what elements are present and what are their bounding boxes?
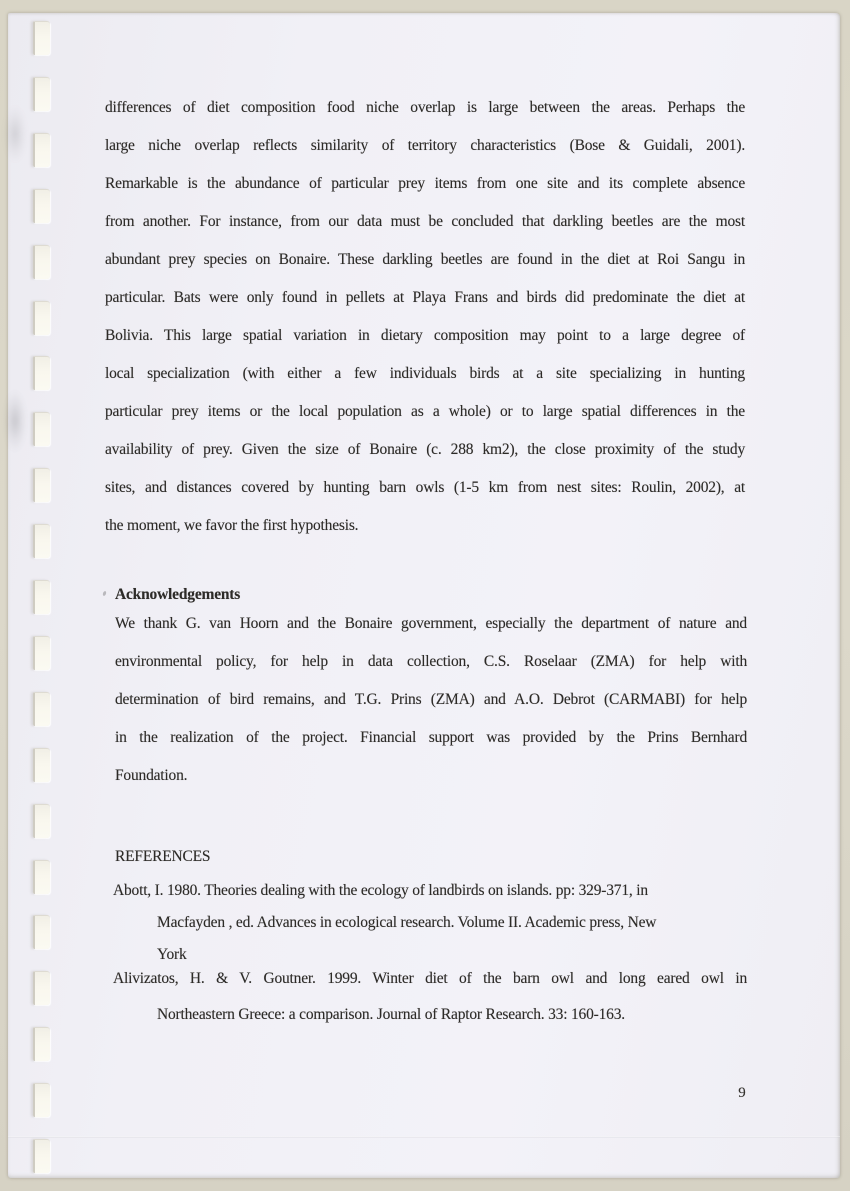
body-text-line: Bolivia. This large spatial variation in dietary composition may point to a large degree of	[105, 327, 745, 344]
binding-hole	[33, 692, 50, 726]
binding-hole	[33, 915, 50, 949]
binding-hole	[33, 748, 50, 782]
document-page	[8, 13, 840, 1178]
body-text-line: abundant prey species on Bonaire. These darkling beetles are found in the diet at Roi Sangu in	[105, 251, 745, 268]
binding-hole	[33, 133, 50, 167]
reference-line: Abott, I. 1980. Theories dealing with the ecology of landbirds on islands. pp: 329-371, in	[113, 882, 648, 899]
body-text-line: Foundation.	[115, 767, 188, 784]
page-number: 9	[738, 1085, 746, 1101]
reference-entry	[113, 875, 747, 971]
binding-hole	[33, 21, 50, 55]
binding-hole	[33, 412, 50, 446]
binding-hole	[33, 245, 50, 279]
references-heading: REFERENCES	[115, 848, 211, 865]
binding-hole	[33, 189, 50, 223]
binding-hole	[33, 860, 50, 894]
binding-hole	[33, 804, 50, 838]
reference-line: York	[157, 946, 187, 963]
binding-hole	[33, 301, 50, 335]
scan-smudge	[3, 389, 27, 453]
binding-hole	[33, 1083, 50, 1117]
body-text-line: the moment, we favor the first hypothesis.	[105, 517, 359, 534]
body-text-line: particular prey items or the local population as a whole) or to large spatial differences in the	[105, 403, 745, 420]
body-text-line: Remarkable is the abundance of particular prey items from one site and its complete absence	[105, 175, 745, 192]
acknowledgements-heading: Acknowledgements	[115, 586, 241, 603]
body-text-line: environmental policy, for help in data collection, C.S. Roselaar (ZMA) for help with	[115, 653, 747, 670]
reference-line: Macfayden , ed. Advances in ecological research. Volume II. Academic press, New	[157, 914, 657, 931]
binding-hole	[33, 971, 50, 1005]
binding-hole	[33, 580, 50, 614]
binding-hole	[33, 524, 50, 558]
reference-entry	[113, 961, 747, 1033]
scan-artifact-dot	[102, 591, 107, 597]
body-text-line: particular. Bats were only found in pellets at Playa Frans and birds did predominate the diet at	[105, 289, 745, 306]
binding-hole	[33, 356, 50, 390]
body-text-line: sites, and distances covered by hunting barn owls (1-5 km from nest sites: Roulin, 2002), at	[105, 479, 745, 496]
binding-hole	[33, 468, 50, 502]
binding-hole	[33, 1139, 50, 1173]
binding-hole	[33, 636, 50, 670]
scan-crease-line	[8, 1136, 840, 1138]
body-text-line: determination of bird remains, and T.G. Prins (ZMA) and A.O. Debrot (CARMABI) for help	[115, 691, 747, 708]
reference-line: Northeastern Greece: a comparison. Journal of Raptor Research. 33: 160-163.	[157, 1006, 625, 1023]
body-text-line: in the realization of the project. Financial support was provided by the Prins Bernhard	[115, 729, 747, 746]
body-text-line: differences of diet composition food niche overlap is large between the areas. Perhaps the	[105, 99, 745, 116]
body-text-line: large niche overlap reflects similarity of territory characteristics (Bose & Guidali, 2001).	[105, 137, 745, 154]
body-text-line: from another. For instance, from our data must be concluded that darkling beetles are the most	[105, 213, 745, 230]
body-text-line: We thank G. van Hoorn and the Bonaire government, especially the department of nature and	[115, 615, 747, 632]
scan-smudge	[3, 105, 27, 163]
body-text-line: local specialization (with either a few individuals birds at a site specializing in hunting	[105, 365, 745, 382]
binding-hole	[33, 77, 50, 111]
reference-line: Alivizatos, H. & V. Goutner. 1999. Winter diet of the barn owl and long eared owl in	[113, 970, 747, 987]
body-text-line: availability of prey. Given the size of Bonaire (c. 288 km2), the close proximity of the study	[105, 441, 745, 458]
acknowledgements-paragraph	[115, 605, 747, 795]
body-paragraph	[105, 89, 745, 545]
binding-hole	[33, 1027, 50, 1061]
